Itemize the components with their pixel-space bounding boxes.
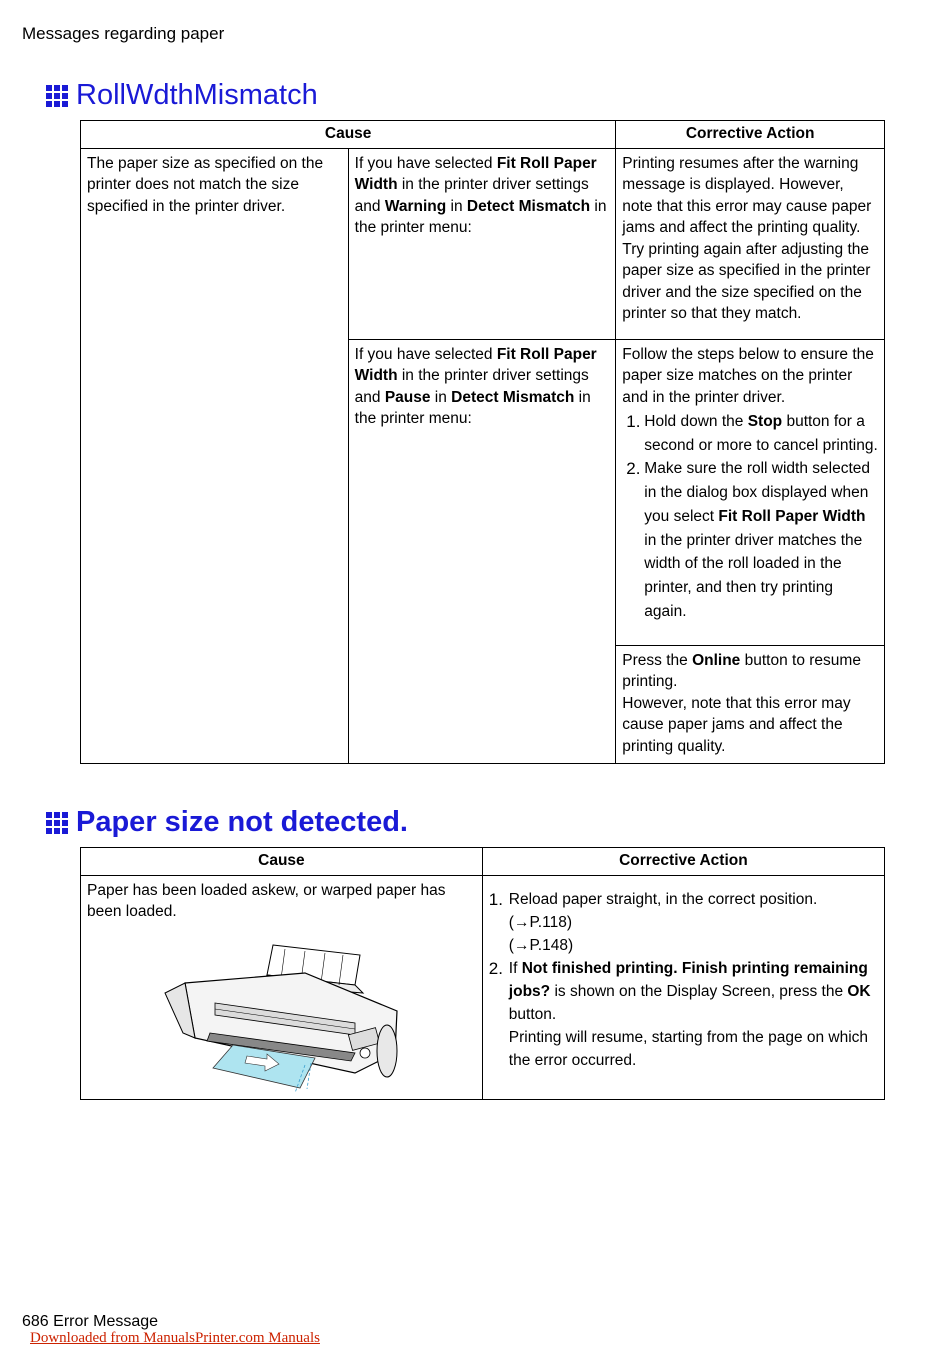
step-item: 2. Make sure the roll width selected in the dialog box displayed when you select Fit Roll Paper Width in the printer driver matches the width of the roll loaded in the printer, and then try printing again.: [626, 459, 871, 620]
grid-icon: [46, 812, 68, 834]
step-item: 1. Hold down the Stop button for a second or more to cancel printing.: [626, 412, 878, 454]
condition-pause: If you have selected Fit Roll Paper Width in the printer driver settings and Pause in Detect Mismatch in the printer menu:: [348, 339, 616, 764]
step-item: 2. If Not finished printing. Finish printing remaining jobs? is shown on the Display Screen, press the OK button. Printing will resume, starting from the page on which the error occurred.: [488, 958, 871, 1069]
step-item: 1. Reload paper straight, in the correct position. (→P.118) (→P.148): [488, 889, 818, 954]
grid-icon: [46, 85, 68, 107]
cause-cell: The paper size as specified on the printer does not match the size specified in the printer driver.: [81, 148, 349, 764]
action-cell: [482, 875, 884, 1099]
section-title-rollwdthmismatch: [46, 81, 318, 110]
printer-illustration: [155, 933, 405, 1093]
running-header: Messages regarding paper: [22, 24, 225, 43]
rollwdth-table: [80, 120, 885, 764]
page-number: 686 Error Message: [22, 1313, 159, 1330]
section-title-paper-size: [46, 808, 408, 837]
header-cause: Cause: [81, 848, 483, 876]
header-action: Corrective Action: [616, 121, 885, 149]
action-pause-online: Press the Online button to resume printing. However, note that this error may cause paper jams and affect the printing quality.: [616, 645, 885, 764]
section-title-text: RollWdthMismatch: [76, 79, 318, 111]
source-link[interactable]: Downloaded from ManualsPrinter.com Manuals: [30, 1330, 320, 1346]
paper-size-table: [80, 847, 885, 1100]
condition-warning: If you have selected Fit Roll Paper Width in the printer driver settings and Warning in Detect Mismatch in the printer menu:: [348, 148, 616, 339]
header-cause: Cause: [81, 121, 616, 149]
action-warning: Printing resumes after the warning message is displayed. However, note that this error may cause paper jams and affect the printing quality. Try printing again after adjusting the paper size as specified in the printer driver and the size specified on the printer so that they match.: [616, 148, 885, 339]
section-title-text: Paper size not detected.: [76, 806, 408, 838]
header-action: Corrective Action: [482, 848, 884, 876]
action-pause-steps: Follow the steps below to ensure the paper size matches on the printer and in the printer driver. 1. Hold down the Stop button for a second or more to cancel printing. 2. Make sure the roll width selected in the dialog box displayed when you select Fit Roll Paper Width in the printer driver matches the width of the roll loaded in the printer, and then try printing again.: [616, 339, 885, 645]
cause-cell: Paper has been loaded askew, or warped paper has been loaded.: [81, 875, 483, 1099]
